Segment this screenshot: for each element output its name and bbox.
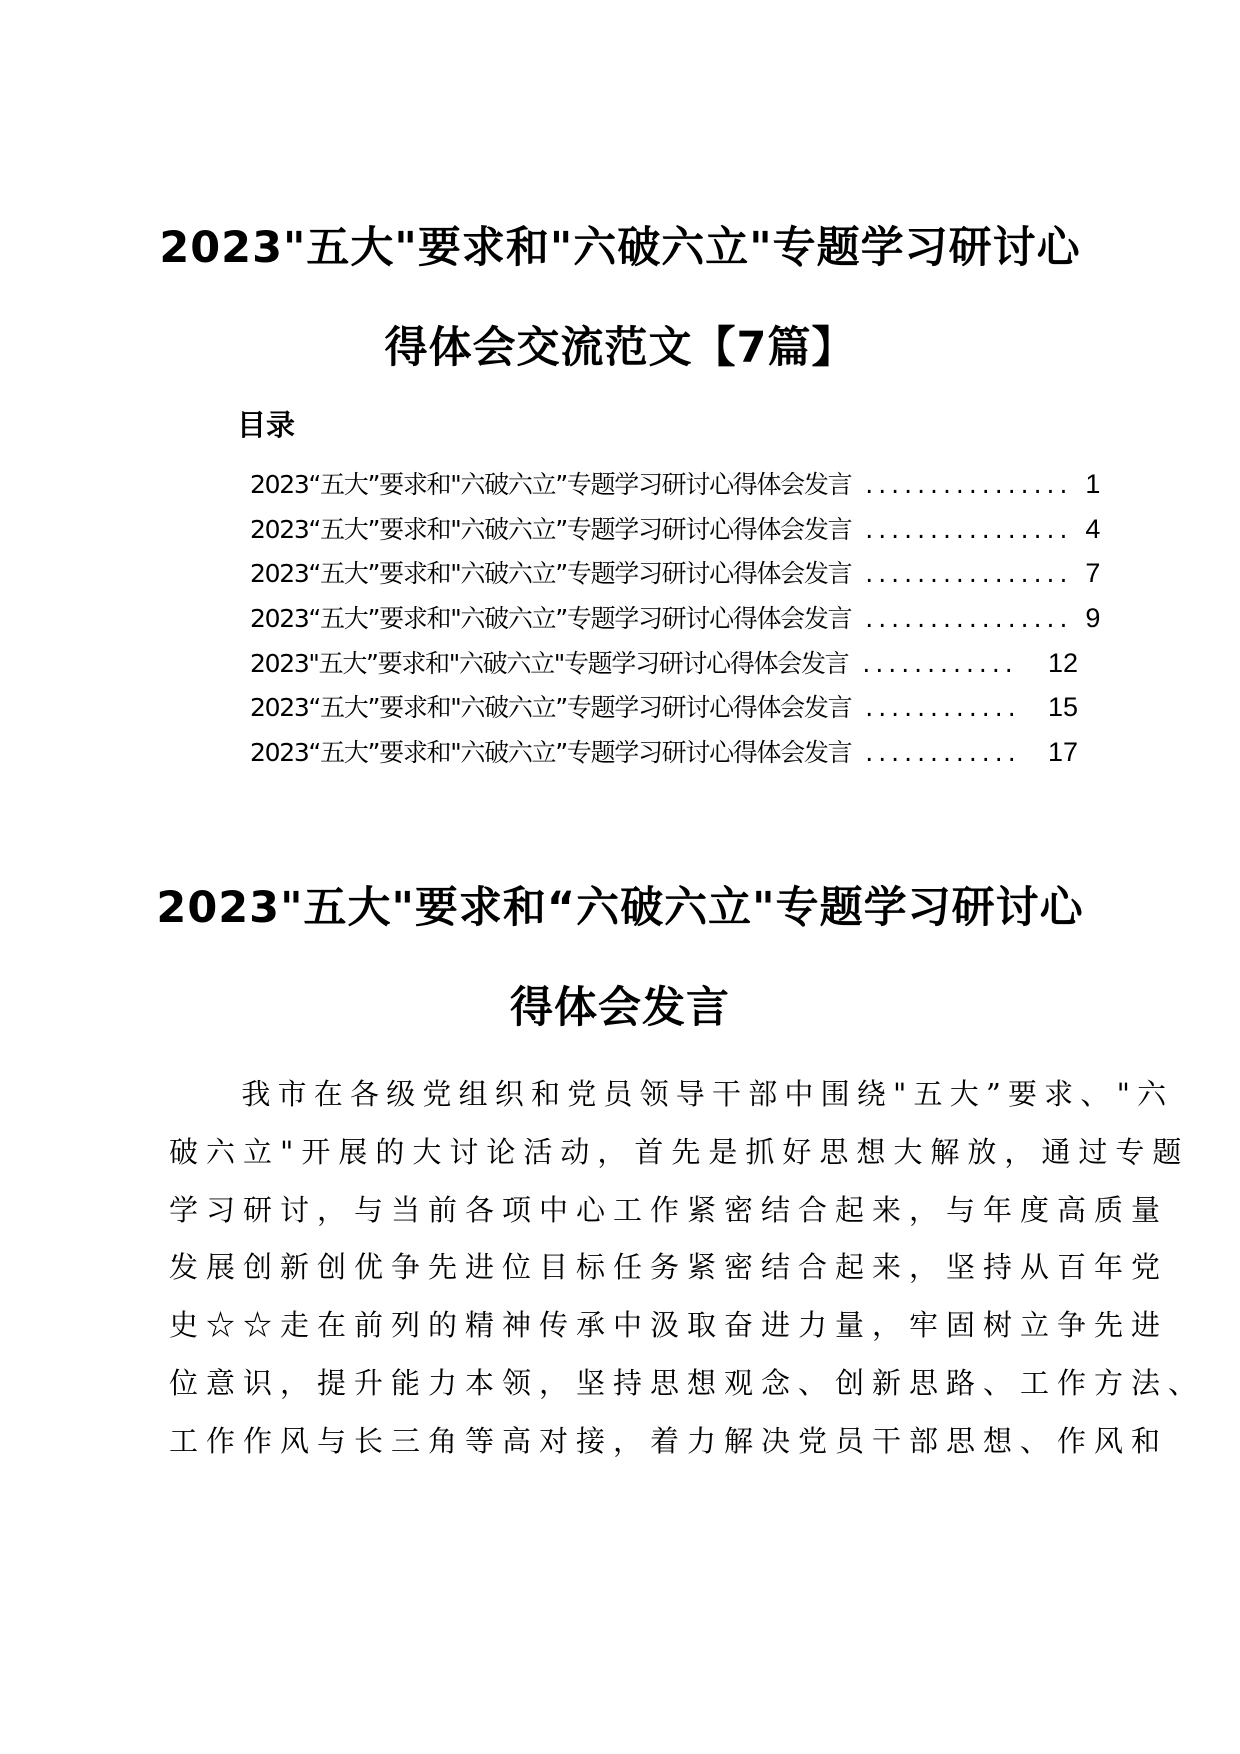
table-of-contents	[250, 462, 1101, 775]
toc-page-number: 7	[1085, 558, 1101, 589]
toc-page-number: 12	[1047, 647, 1078, 678]
toc-entry-text: 2023“五大”要求和"六破六立”专题学习研讨心得体会发言	[250, 470, 852, 499]
toc-entry[interactable]	[250, 462, 1101, 507]
toc-dot-leader: ................	[865, 559, 1073, 589]
body-line: 发展创新创优争先进位目标任务紧密结合起来，坚持从百年党	[169, 1250, 1169, 1285]
section-title-line: 2023"五大"要求和“六破六立"专题学习研讨心	[156, 883, 1084, 933]
toc-entry-text: 2023“五大”要求和"六破六立”专题学习研讨心得体会发言	[250, 514, 852, 544]
toc-dot-leader: ................	[865, 470, 1073, 499]
toc-page-number: 15	[1047, 692, 1078, 723]
body-line: 工作作风与长三角等高对接，着力解决党员干部思想、作风和	[169, 1423, 1169, 1458]
toc-entry[interactable]	[250, 596, 1101, 641]
toc-entry[interactable]	[250, 641, 1078, 686]
toc-entry[interactable]	[250, 685, 1078, 730]
toc-entry-text: 2023“五大”要求和"六破六立”专题学习研讨心得体会发言	[250, 559, 852, 589]
toc-dot-leader: ................	[865, 604, 1073, 634]
body-line: 破六立"开展的大讨论活动，首先是抓好思想大解放，通过专题	[169, 1134, 1190, 1169]
section-title-line: 得体会发言	[510, 983, 730, 1033]
toc-dot-leader: ............	[862, 648, 1018, 678]
section-title	[150, 858, 1090, 1058]
body-line: 史☆☆走在前列的精神传承中汲取奋进力量，牢固树立争先进	[169, 1308, 1169, 1343]
toc-entry-text: 2023“五大”要求和"六破六立”专题学习研讨心得体会发言	[250, 604, 852, 634]
toc-page-number: 1	[1085, 469, 1101, 499]
toc-page-number: 9	[1085, 603, 1101, 634]
toc-entry-text: 2023"五大”要求和"六破六立"专题学习研讨心得体会发言	[250, 648, 849, 678]
toc-page-number: 4	[1085, 513, 1101, 544]
toc-entry[interactable]	[250, 551, 1101, 596]
document-title	[150, 198, 1090, 398]
toc-entry[interactable]	[250, 507, 1101, 552]
toc-page-number: 17	[1047, 737, 1078, 768]
document-title-line: 2023"五大"要求和"六破六立"专题学习研讨心	[159, 223, 1081, 273]
toc-dot-leader: ............	[865, 693, 1021, 723]
body-line: 学习研讨，与当前各项中心工作紧密结合起来，与年度高质量	[169, 1192, 1169, 1227]
toc-heading: 目录	[237, 408, 296, 442]
document-title-line: 得体会交流范文【7篇】	[384, 323, 856, 373]
toc-entry-text: 2023“五大”要求和"六破六立”专题学习研讨心得体会发言	[250, 738, 852, 768]
body-paragraph	[169, 1066, 1206, 1471]
toc-dot-leader: ............	[865, 738, 1021, 768]
body-line: 位意识，提升能力本领，坚持思想观念、创新思路、工作方法、	[169, 1365, 1206, 1400]
toc-dot-leader: ................	[865, 514, 1073, 544]
body-line: 我市在各级党组织和党员领导干部中围绕"五大”要求、"六	[169, 1077, 1174, 1111]
toc-entry[interactable]	[250, 730, 1078, 775]
toc-entry-text: 2023“五大”要求和"六破六立”专题学习研讨心得体会发言	[250, 693, 852, 723]
